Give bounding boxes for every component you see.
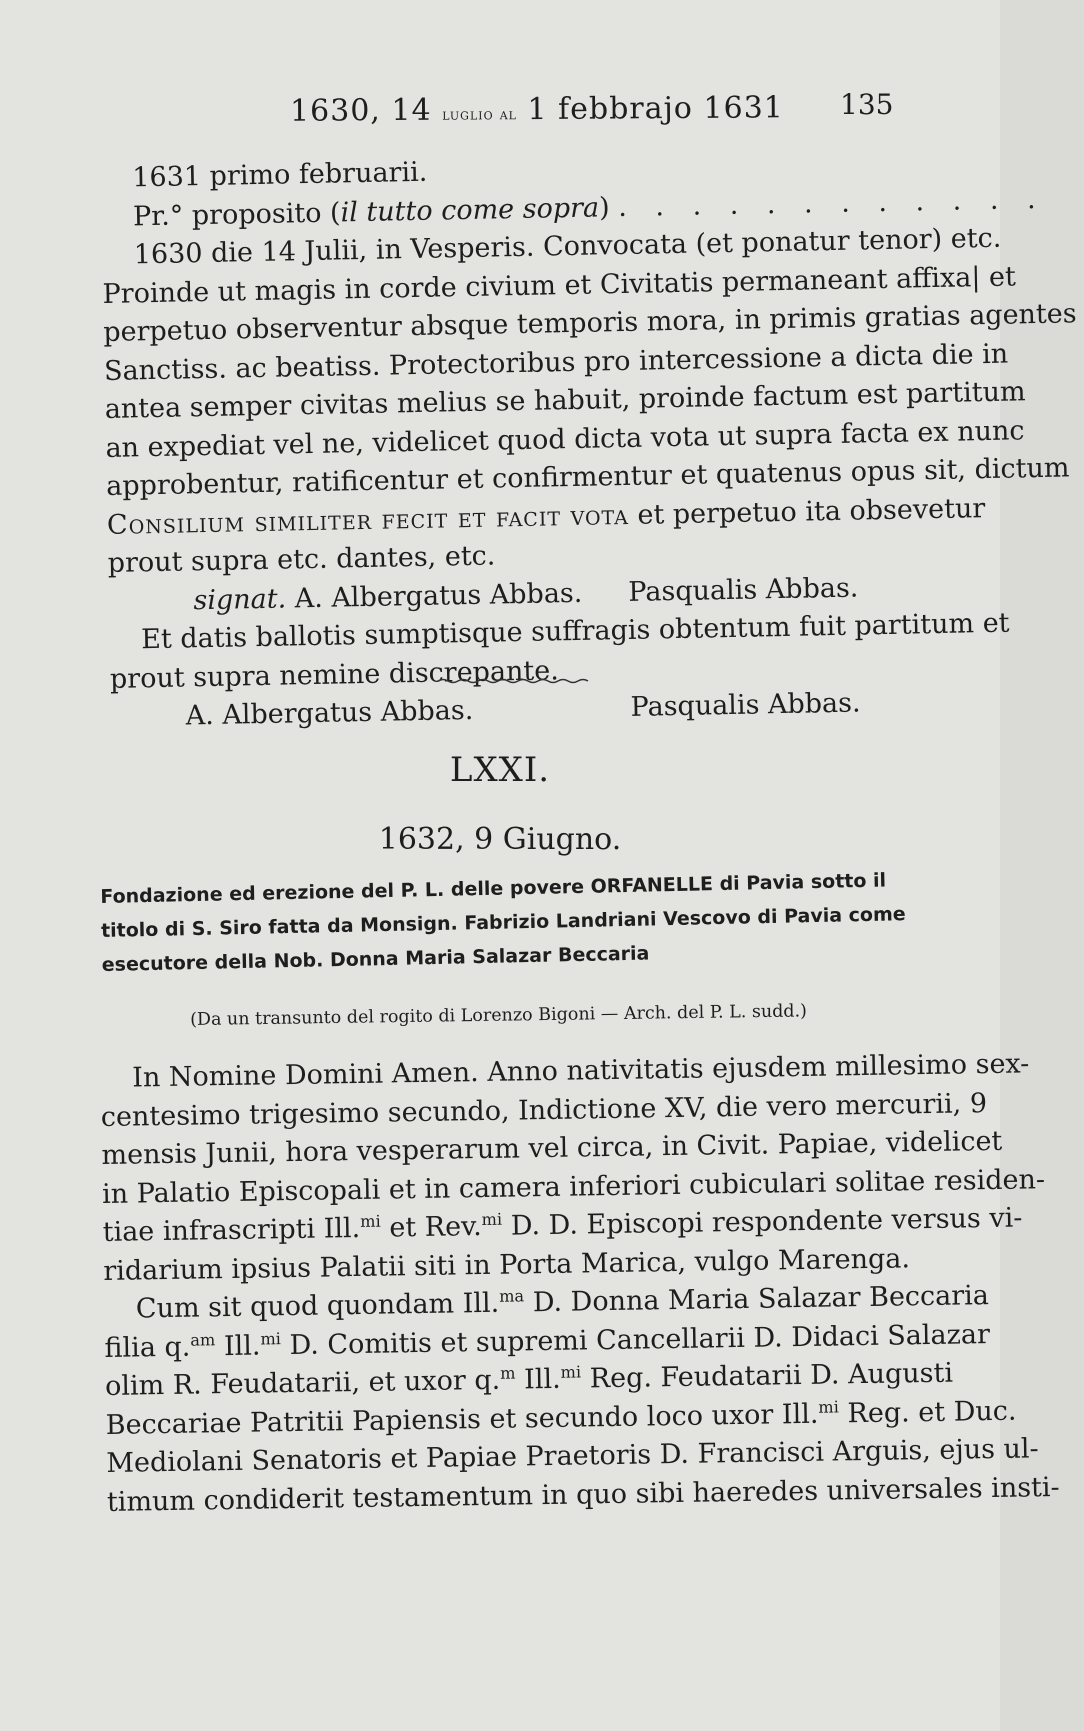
text-fragment: Reg. et Duc. xyxy=(838,1395,1017,1429)
running-title xyxy=(290,90,784,128)
text-line: mensis Junii, hora vesperarum vel circa, in Civit. Papiae, videlicet xyxy=(101,1125,1003,1171)
proposito-suffix: ) xyxy=(598,191,610,223)
proposito-prefix: Pr.° proposito ( xyxy=(132,196,341,232)
text-fragment: Reg. Feudatarii D. Augusti xyxy=(580,1357,954,1395)
text-fragment: D. D. Episcopi respondente versus vi- xyxy=(501,1202,1023,1242)
superscript: mi xyxy=(359,1211,381,1231)
previous-document-text xyxy=(100,144,1077,737)
text-line: ridarium ipsius Palatii siti in Porta Marica, vulgo Marenga. xyxy=(103,1242,911,1287)
signature-right: Pasqualis Abbas. xyxy=(628,572,859,608)
consilium-rest: et perpetuo ita obsevetur xyxy=(628,492,986,531)
text-line: Proinde ut magis in corde civium et Civitatis permaneant affixa| et xyxy=(102,260,1017,310)
text-fragment: Ill. xyxy=(215,1330,261,1362)
text-fragment: tiae infrascripti Ill. xyxy=(102,1212,361,1248)
text-line: 1630 die 14 Julii, in Vesperis. Convocata (et ponatur tenor) etc. xyxy=(133,222,1002,271)
text-line: prout supra etc. dantes, etc. xyxy=(107,540,496,579)
text-line: approbentur, ratificentur et confirmentur et quatenus opus sit, dictum xyxy=(105,452,1070,502)
text-line: timum condiderit testamentum in quo sibi haeredes universales insti- xyxy=(106,1471,1060,1518)
superscript: mi xyxy=(260,1328,282,1349)
text-line: in Palatio Episcopali et in camera inferiori cubiculari solitae residen- xyxy=(101,1163,1046,1210)
section-divider xyxy=(438,678,588,684)
signature-left: A. Albergatus Abbas. xyxy=(185,694,474,732)
superscript: mi xyxy=(560,1362,582,1382)
source-note: (Da un transunto del rogito di Lorenzo Bigoni — Arch. del P. L. sudd.) xyxy=(190,1001,808,1030)
text-line: an expediat vel ne, videlicet quod dicta vota ut supra facta ex nunc xyxy=(105,414,1025,464)
text-line: 1631 primo februarii. xyxy=(132,156,428,194)
text-fragment: Cum sit quod quondam Ill. xyxy=(135,1287,500,1325)
running-title-years: 1630, 14 xyxy=(289,92,432,129)
text-line: antea semper civitas melius se habuit, proinde factum est partitum xyxy=(104,376,1026,425)
text-line: Mediolani Senatoris et Papiae Praetoris D. Francisci Arguis, ejus ul- xyxy=(106,1433,1039,1479)
consilium-small-caps: Consilium similiter fecit et facit vota xyxy=(106,499,630,541)
text-fragment: olim R. Feudatarii, et uxor q. xyxy=(104,1364,501,1402)
proposito-italic: il tutto come sopra xyxy=(340,191,600,228)
text-fragment: Beccariae Patritii Papiensis et secundo loco uxor Ill. xyxy=(105,1398,819,1441)
signature-right: Pasqualis Abbas. xyxy=(630,687,861,723)
text-line: perpetuo observentur absque temporis mora, in primis gratias agentes xyxy=(103,298,1077,348)
text-line: prout supra nemine discrepante. xyxy=(109,654,560,695)
text-line: centesimo trigesimo secundo, Indictione XV, die vero mercurii, 9 xyxy=(100,1087,988,1133)
superscript: m xyxy=(499,1363,516,1383)
text-line: Et datis ballotis sumptisque suffragis obtentum fuit partitum et xyxy=(140,607,1010,656)
page-header xyxy=(0,88,1000,132)
leader-dots: . . . . . . . . . . . . xyxy=(617,183,1046,223)
text-fragment: filia q. xyxy=(104,1331,191,1364)
document-date: 1632, 9 Giugno. xyxy=(378,822,622,857)
superscript: mi xyxy=(481,1209,503,1230)
text-fragment: Ill. xyxy=(515,1363,561,1396)
text-fragment: D. Comitis et supremi Cancellarii D. Didaci Salazar xyxy=(280,1318,991,1361)
text-line: In Nomine Domini Amen. Anno nativitatis ejusdem millesimo sex- xyxy=(132,1048,1030,1094)
text-fragment: D. Donna Maria Salazar Beccaria xyxy=(523,1280,990,1319)
document-text xyxy=(100,1047,1060,1522)
running-title-end: 1 febbrajo 1631 xyxy=(527,90,784,128)
running-title-months: luglio al xyxy=(442,104,518,124)
superscript: mi xyxy=(818,1396,839,1417)
page-number: 135 xyxy=(840,88,894,121)
superscript: ma xyxy=(498,1286,525,1306)
superscript: am xyxy=(190,1329,216,1350)
document-summary: Fondazione ed erezione del P. L. delle povere ORFANELLE di Pavia sotto il titolo di S. Siro fatta da Monsign. Fabrizio Landriani Vescovo di Pavia come esecutore della Nob. Donna Maria Salazar Beccaria xyxy=(100,869,906,976)
text-fragment: et Rev. xyxy=(380,1211,482,1244)
text-line: Sanctiss. ac beatiss. Protectoribus pro intercessione a dicta die in xyxy=(103,338,1009,387)
signat-name: A. Albergatus Abbas. xyxy=(285,577,583,615)
signat-italic: signat. xyxy=(193,583,287,616)
document-number: LXXI. xyxy=(449,750,551,790)
